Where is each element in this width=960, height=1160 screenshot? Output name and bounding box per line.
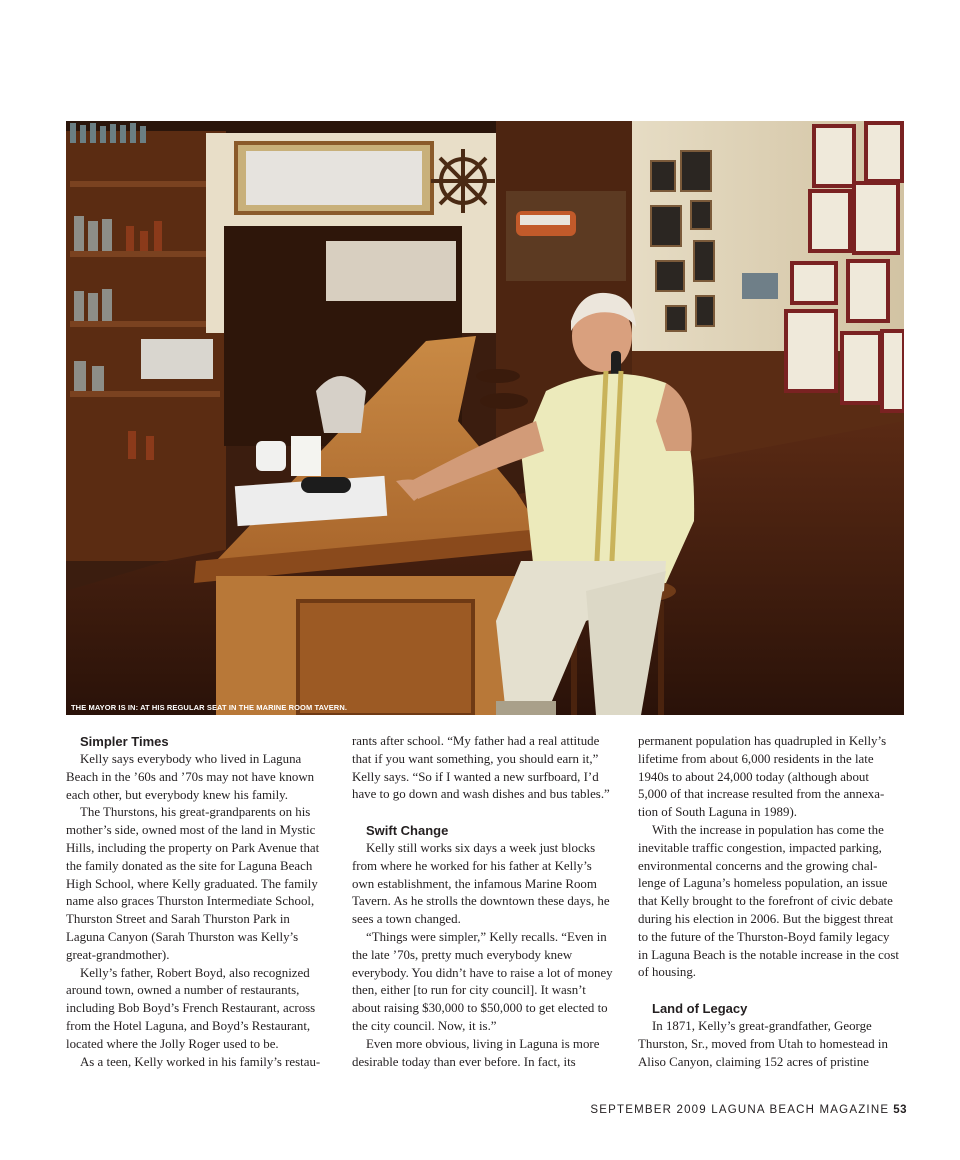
section-spacer [638,982,900,1000]
section-spacer [352,804,614,822]
body-paragraph: permanent population has quadrupled in Kelly’s lifetime from about 6,000 residents in the late 1940s to about 24,000 today (although about 5,000 of that increase resulted from the annexa-tion of South Laguna in 1989). [638,734,887,820]
body-paragraph: Kelly says everybody who lived in Laguna Beach in the ’60s and ’70s may not have known each other, but everybody knew his family. [66,752,315,802]
section-heading-swift-change: Swift Change [366,822,449,838]
section-heading-land-of-legacy: Land of Legacy [652,1000,748,1016]
body-paragraph: Even more obvious, living in Laguna is more desirable today than ever before. In fact, its [352,1036,600,1069]
body-paragraph: The Thurstons, his great-grandparents on his mother’s side, owned most of the land in Mystic Hills, including the property on Park Avenue that the family donated as the site for Laguna Beach High School, where Kelly graduated. The family name also graces Thurston Intermediate School, Thurston Street and Sarah Thurston Park in Laguna Canyon (Sarah Thurston was Kelly’s great-grandmother). [66,805,320,962]
page-footer [590,1104,907,1116]
photo-caption: THE MAYOR IS IN: AT HIS REGULAR SEAT IN THE MARINE ROOM TAVERN. [71,703,348,712]
body-paragraph: With the increase in population has come the inevitable traffic congestion, impacted parking, environmental concerns and the growing chal-lenge of Laguna’s homeless population, an issue that Kelly brought to the forefront of civic debate during his election in 2006. But the biggest threat to the future of the Thurston-Boyd family legacy in Laguna Beach is the notable increase in the cost of housing. [638,822,899,980]
body-paragraph: Kelly’s father, Robert Boyd, also recognized around town, owned a number of restaurants, including Bob Boyd’s French Restaurant, across from the Hotel Laguna, and Boyd’s Restaurant, located where the Jolly Roger used to be. [66,965,316,1051]
body-paragraph: “Things were simpler,” Kelly recalls. “Even in the late ’70s, pretty much everybody knew everybody. You didn’t have to raise a lot of money then, either [to run for city council]. It wasn’t about raising $30,000 to $50,000 to get elected to the city council. Now, it is.” [352,929,613,1033]
body-paragraph: In 1871, Kelly’s great-grandfather, George Thurston, Sr., moved from Utah to homestead in Aliso Canyon, claiming 152 acres of pristine [638,1018,888,1069]
body-paragraph: As a teen, Kelly worked in his family’s restau- [80,1054,321,1069]
body-paragraph: rants after school. “My father had a real attitude that if you want something, you should earn it,” Kelly says. “So if I wanted a new surfboard, I’d have to go down and wash dishes and bus tables.” [352,734,610,802]
article-column-2 [352,733,614,1071]
issue-label: SEPTEMBER 2009 LAGUNA BEACH MAGAZINE [590,1104,890,1116]
article-photo [66,121,904,715]
article-column-3 [638,733,900,1071]
article-column-1 [66,733,328,1071]
body-paragraph: Kelly still works six days a week just blocks from where he worked for his father at Kelly’s own establishment, the infamous Marine Room Tavern. As he strolls the downtown these days, he sees a town changed. [352,840,610,927]
section-heading-simpler-times: Simpler Times [80,734,169,749]
page-number: 53 [893,1104,907,1116]
photo-illustration [66,121,904,715]
